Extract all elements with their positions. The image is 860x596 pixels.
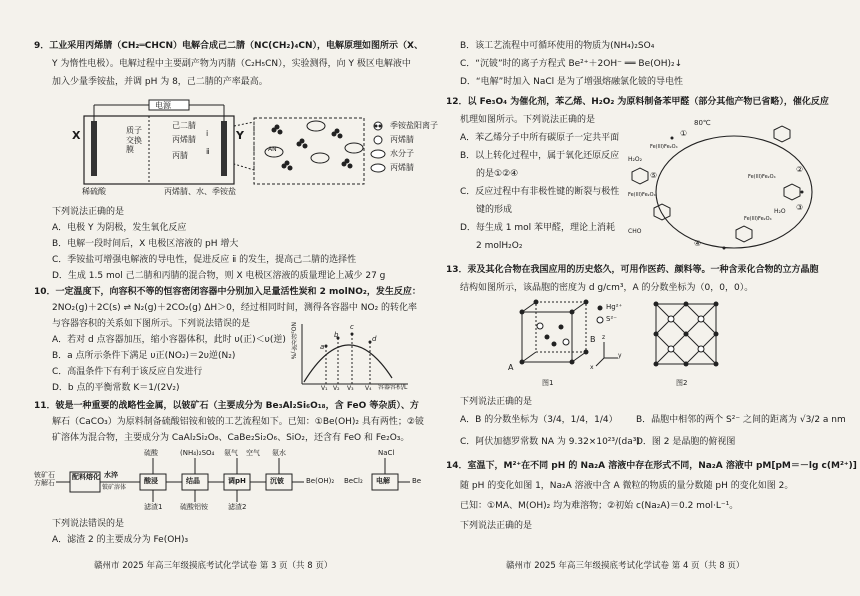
cycle-diagram bbox=[624, 118, 834, 260]
chain-becl2: BeCl₂ bbox=[344, 477, 363, 485]
flow-step-electrolysis: 电解 bbox=[376, 477, 390, 485]
q9-stem-3: 加入少量季铵盐，并调 pH 为 8，己二腈的产率最高。 bbox=[52, 77, 268, 87]
label-adiponitrile: 己二腈 bbox=[172, 121, 196, 130]
axis-z: z bbox=[602, 334, 606, 341]
legend-acrylonitrile-2: 丙烯腈 bbox=[390, 163, 414, 172]
q14-stem-2: 随 pH 的变化如图 1，Na₂A 溶液中含 A 微粒的物质的量分数随 pH 的变化如图 2。 bbox=[460, 481, 794, 491]
point-b-label: B bbox=[590, 335, 596, 344]
q13-option-c: C．阿伏加德罗常数 NA 为 9.32×10²³/(da³) bbox=[460, 437, 640, 447]
q14-intro: 下列说法正确的是 bbox=[460, 521, 533, 531]
q9-stem-2: Y 为惰性电极）。电解过程中主要副产物为丙腈（C₂H₅CN），实验测得，向 Y 极区电解液中 bbox=[52, 59, 411, 69]
tick-v2: V₂ bbox=[333, 385, 340, 392]
q9-option-d: D．生成 1.5 mol 己二腈和丙腈的混合物，则 X 电极区溶液的质量理论上减少 27 g bbox=[52, 271, 386, 281]
cycle-step-1: ① bbox=[680, 129, 688, 138]
q13-intro: 下列说法正确的是 bbox=[460, 397, 533, 407]
flow-step-leach: 酸浸 bbox=[144, 477, 158, 485]
q9-electrolysis-figure bbox=[54, 96, 438, 196]
legend-acrylonitrile-1: 丙烯腈 bbox=[390, 135, 414, 144]
q10-xlabel: 容器容积/L bbox=[378, 384, 408, 391]
q9-option-a: A．电极 Y 为阴极，发生氧化反应 bbox=[52, 223, 187, 233]
q13-option-b: B．晶胞中相邻的两个 S²⁻ 之间的距离为 √3/2 a nm bbox=[636, 415, 846, 425]
flow-side: 铍矿溶体 bbox=[102, 484, 127, 491]
point-a-label: A bbox=[508, 363, 514, 372]
footer-page-3: 赣州市 2025 年高三年级摸底考试化学试卷 第 3 页（共 8 页） bbox=[94, 561, 333, 571]
reaction-i-label: ⅰ bbox=[206, 129, 209, 138]
cycle-temperature: 80℃ bbox=[694, 119, 711, 127]
chain-be: Be bbox=[412, 477, 422, 485]
flow-step-melt: 配料熔化 bbox=[72, 473, 100, 481]
legend-water: 水分子 bbox=[390, 149, 414, 158]
figure-2-caption: 图2 bbox=[676, 379, 688, 387]
q11-stem-2: 解石（CaCO₃）为原料制备硫酸铝铵和铍的工艺流程如下。已知：①Be(OH)₂ 具有两性；②铍 bbox=[52, 417, 424, 427]
q13-crystal-figures bbox=[506, 298, 736, 390]
dilute-sulfuric-label: 稀硫酸 bbox=[82, 187, 106, 196]
q10-conversion-chart bbox=[288, 320, 418, 396]
electrolysis-diagram bbox=[54, 96, 424, 196]
chain-beoh2: Be(OH)₂ bbox=[306, 477, 335, 485]
legend-s: S²⁻ bbox=[606, 315, 617, 323]
q9-stem-1: 9．工业采用丙烯腈（CH₂═CHCN）电解合成己二腈（NC(CH₂)₄CN），电解原理如图所示（X、 bbox=[34, 41, 423, 51]
q10-option-a: A．若对 d 点容器加压，缩小容器体积，此时 υ(正)＜υ(逆) bbox=[52, 335, 286, 345]
cycle-step-3: ③ bbox=[796, 203, 804, 212]
q14-stem-3: 已知：①MA、M(OH)₂ 均为难溶物；②初始 c(Na₂A)＝0.2 mol·L⁻¹。 bbox=[460, 501, 739, 511]
q13-stem-1: 13．汞及其化合物在我国应用的历史悠久，可用作医药、颜料等。一种含汞化合物的立方晶胞 bbox=[446, 265, 819, 275]
cycle-cat-1: Fe(III)Fe₂O₄ bbox=[650, 144, 678, 150]
figure-1-caption: 图1 bbox=[542, 379, 554, 387]
flow-step-quench: 水淬 bbox=[104, 471, 118, 479]
flow-step-ph: 调pH bbox=[228, 477, 246, 485]
q10-option-d: D．b 点的平衡常数 K＝1/(2V₂) bbox=[52, 383, 180, 393]
cycle-h2o: H₂O bbox=[774, 208, 786, 215]
cycle-cat-3: Fe(III)Fe₂O₄ bbox=[744, 216, 772, 222]
point-c: c bbox=[350, 323, 354, 331]
footer-page-4: 赣州市 2025 年高三年级摸底考试化学试卷 第 4 页（共 8 页） bbox=[506, 561, 745, 571]
cycle-step-5: ⑤ bbox=[650, 171, 658, 180]
q10-ylabel: NO₂转化率/% bbox=[289, 322, 297, 360]
reagent-sulfuric: 硫酸 bbox=[144, 449, 158, 457]
cycle-cho: CHO bbox=[628, 228, 642, 235]
q12-stem-1: 12．以 Fe₃O₄ 为催化剂，苯乙烯、H₂O₂ 为原料制备苯甲醛（部分其他产物已省略），催化反应 bbox=[446, 97, 829, 107]
q12-option-d: D．每生成 1 mol 苯甲醛，理论上消耗 bbox=[460, 223, 616, 233]
product-residue-1: 滤渣1 bbox=[144, 503, 163, 511]
tick-v4: V₄ bbox=[365, 385, 372, 392]
reagent-ammonia: 氨气 bbox=[224, 449, 238, 457]
q10-option-c: C．高温条件下有利于该反应自发进行 bbox=[52, 367, 203, 377]
q10-stem-1: 10．一定温度下，向容积不等的恒容密闭容器中分别加入足量活性炭和 2 molNO₂，发生反应： bbox=[34, 287, 421, 297]
q11-option-b: B．该工艺流程中可循环使用的物质为(NH₄)₂SO₄ bbox=[460, 41, 655, 51]
reagent-ammonia-water: 氨水 bbox=[272, 449, 286, 457]
q13-option-d: D．图 2 是晶胞的俯视图 bbox=[636, 437, 736, 447]
tick-v3: V₃ bbox=[347, 385, 354, 392]
q14-stem-1: 14．室温下，M²⁺在不同 pH 的 Na₂A 溶液中存在形式不同，Na₂A 溶液中 pM[pM＝－lg c(M²⁺)] bbox=[446, 461, 857, 471]
power-label: 电源 bbox=[155, 101, 171, 110]
q9-option-b: B．电解一段时间后，X 电极区溶液的 pH 增大 bbox=[52, 239, 239, 249]
cycle-cat-4: Fe(III)Fe₂O₄ bbox=[628, 192, 656, 198]
q9-option-c: C．季铵盐可增强电解液的导电性，促进反应 ⅱ 的发生，提高己二腈的选择性 bbox=[52, 255, 357, 265]
q9-intro: 下列说法正确的是 bbox=[52, 207, 125, 217]
cycle-h2o2: H₂O₂ bbox=[628, 156, 643, 163]
q11-option-d: D．“电解”时加入 NaCl 是为了增强熔融氯化铍的导电性 bbox=[460, 77, 684, 87]
point-b: b bbox=[334, 331, 339, 339]
legend-hg: Hg²⁺ bbox=[606, 303, 623, 311]
q11-option-c: C．“沉铍”时的离子方程式 Be²⁺＋2OH⁻ ══ Be(OH)₂↓ bbox=[460, 59, 683, 69]
flow-inputs: 铍矿石 方解石 bbox=[34, 471, 55, 487]
q12-catalytic-cycle bbox=[624, 118, 834, 260]
q10-stem-2: 2NO₂(g)＋2C(s) ⇌ N₂(g)＋2CO₂(g) ΔH＞0，经过相同时间，测得各容器中 NO₂ 的转化率 bbox=[52, 303, 418, 313]
cycle-step-2: ② bbox=[796, 165, 804, 174]
point-d: d bbox=[372, 335, 377, 343]
electrolyte-label: 丙烯腈、水、季铵盐 bbox=[164, 187, 236, 196]
q13-option-a: A．B 的分数坐标为（3/4，1/4，1/4） bbox=[460, 415, 618, 425]
electrode-x-label: X bbox=[72, 129, 81, 142]
tick-v1: V₁ bbox=[321, 385, 328, 392]
legend-quaternary: 季铵盐阳离子 bbox=[390, 121, 438, 130]
q11-stem-3: 矿溶体为混合物，主要成分为 CaAl₂Si₂O₈、CaBe₂Si₂O₆、SiO₂，还含有 FeO 和 Fe₂O₃。 bbox=[52, 433, 410, 443]
point-a: a bbox=[320, 343, 325, 351]
q11-option-a: A．滤渣 2 的主要成分为 Fe(OH)₃ bbox=[52, 535, 189, 545]
reagent-nacl: NaCl bbox=[378, 449, 395, 457]
q12-option-d2: 2 molH₂O₂ bbox=[476, 241, 523, 251]
q12-option-a: A．苯乙烯分子中所有碳原子一定共平面 bbox=[460, 133, 620, 143]
q12-stem-2: 机理如图所示。下列说法正确的是 bbox=[460, 115, 596, 125]
cycle-cat-2: Fe(III)Fe₂O₄ bbox=[748, 174, 776, 180]
product-ammonium-alum: 硫酸铝铵 bbox=[180, 503, 208, 511]
electrode-y-label: Y bbox=[236, 129, 244, 142]
axis-y: y bbox=[618, 352, 622, 359]
reagent-air: 空气 bbox=[246, 449, 260, 457]
q12-option-b2: 的是①②④ bbox=[476, 169, 519, 179]
q11-process-flow bbox=[34, 448, 426, 512]
label-propionitrile: 丙腈 bbox=[172, 151, 188, 160]
flow-step-precip: 沉铍 bbox=[270, 477, 284, 485]
reaction-ii-label: ⅱ bbox=[206, 147, 210, 156]
q12-option-c2: 键的形成 bbox=[476, 205, 513, 215]
reagent-ammonium-sulfate: (NH₄)₂SO₄ bbox=[180, 449, 215, 457]
q11-intro: 下列说法错误的是 bbox=[52, 519, 125, 529]
q10-stem-3: 与容器容积的关系如下图所示。下列说法错误的是 bbox=[52, 319, 251, 329]
q12-option-b: B．以上转化过程中，属于氧化还原反应 bbox=[460, 151, 620, 161]
membrane-label: 质子交换膜 bbox=[126, 126, 142, 155]
cycle-step-4: ④ bbox=[694, 239, 702, 248]
an-tag: AN bbox=[268, 146, 277, 153]
label-acrylonitrile: 丙烯腈 bbox=[172, 135, 196, 144]
q11-stem-1: 11．铍是一种重要的战略性金属，以铍矿石（主要成分为 Be₃Al₂Si₆O₁₈，含 FeO 等杂质）、方 bbox=[34, 401, 419, 411]
flow-step-crystal: 结晶 bbox=[186, 477, 200, 485]
axis-x: x bbox=[590, 364, 594, 371]
q10-option-b: B．a 点所示条件下满足 υ正(NO₂)＝2υ逆(N₂) bbox=[52, 351, 236, 361]
q12-option-c: C．反应过程中有非极性键的断裂与极性 bbox=[460, 187, 620, 197]
product-residue-2: 滤渣2 bbox=[228, 503, 247, 511]
q13-stem-2: 结构如图所示，该晶胞的密度为 d g/cm³，A 的分数坐标为（0，0，0）。 bbox=[460, 283, 754, 293]
